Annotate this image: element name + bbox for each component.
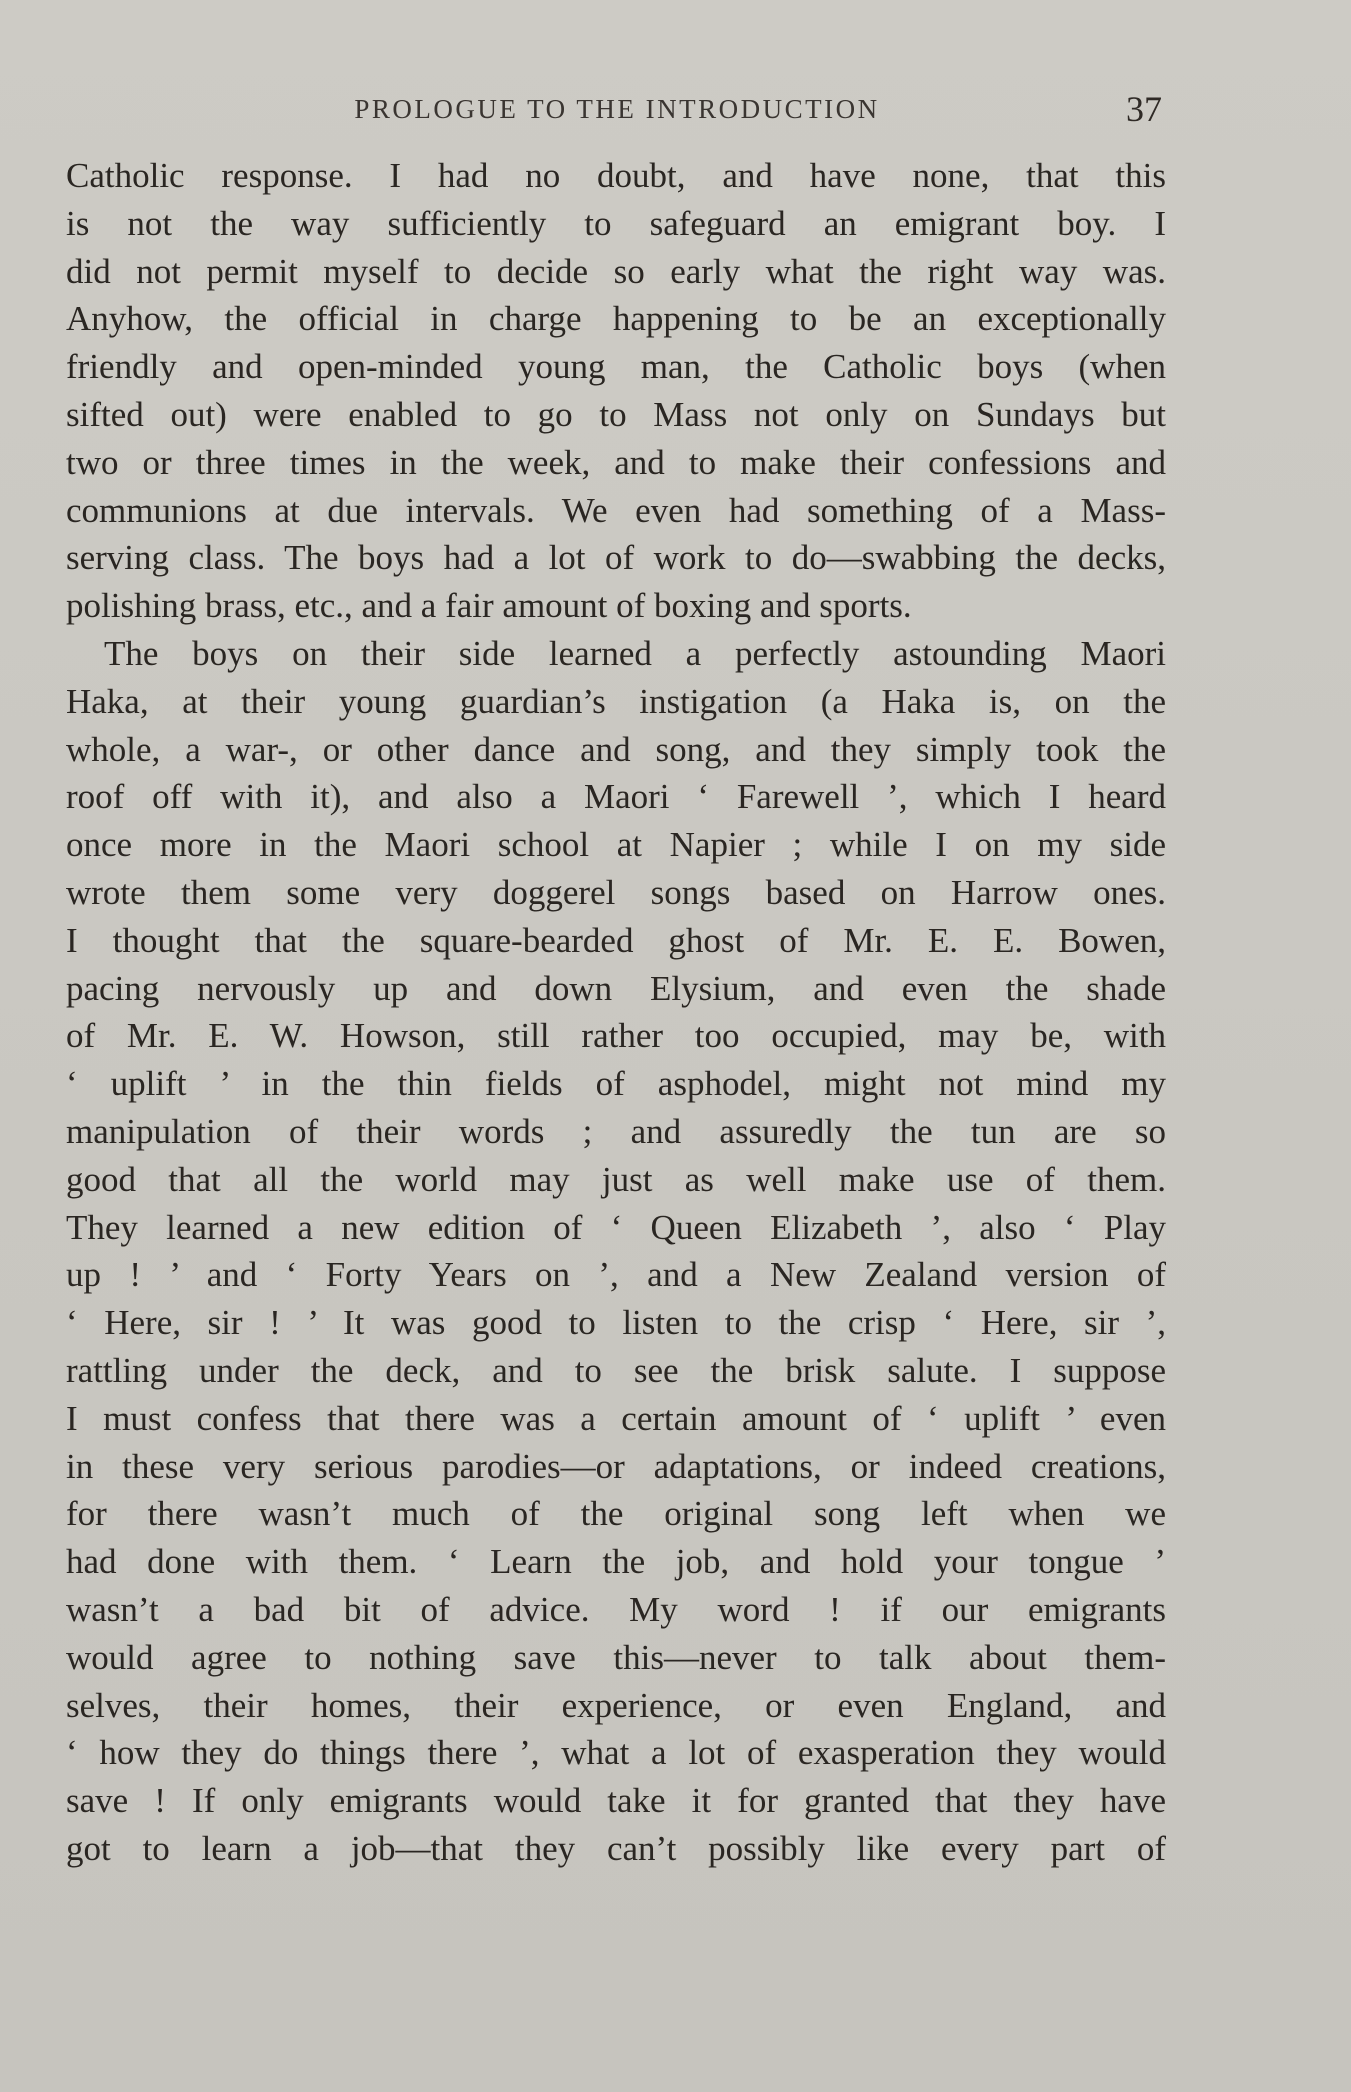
text-line: is not the way sufficiently to safeguard an emigrant boy. I	[66, 203, 1166, 243]
text-line: I thought that the square-bearded ghost of Mr. E. E. Bowen,	[66, 920, 1166, 960]
text-line: They learned a new edition of ‘ Queen Elizabeth ’, also ‘ Play	[66, 1207, 1166, 1247]
text-line: did not permit myself to decide so early what the right way was.	[66, 251, 1166, 291]
text-line: manipulation of their words ; and assuredly the tun are so	[66, 1111, 1166, 1151]
text-line: save ! If only emigrants would take it for granted that they have	[66, 1781, 1166, 1821]
paragraph-last-line: polishing brass, etc., and a fair amount of boxing and sports.	[66, 586, 912, 626]
text-line: would agree to nothing save this—never to talk about them-	[66, 1637, 1166, 1677]
text-line: roof off with it), and also a Maori ‘ Farewell ’, which I heard	[66, 777, 1166, 817]
text-line: ‘ how they do things there ’, what a lot of exasperation they would	[66, 1733, 1166, 1773]
text-line: up ! ’ and ‘ Forty Years on ’, and a New Zealand version of	[66, 1255, 1166, 1295]
text-line: ‘ Here, sir ! ’ It was good to listen to the crisp ‘ Here, sir ’,	[66, 1303, 1166, 1343]
running-head	[68, 88, 1166, 134]
text-line: selves, their homes, their experience, or even England, and	[66, 1685, 1166, 1725]
text-line: rattling under the deck, and to see the brisk salute. I suppose	[66, 1350, 1166, 1390]
text-line: of Mr. E. W. Howson, still rather too occupied, may be, with	[66, 1016, 1166, 1056]
text-line: got to learn a job—that they can’t possibly like every part of	[66, 1828, 1166, 1868]
text-line: once more in the Maori school at Napier ; while I on my side	[66, 825, 1166, 865]
text-line: pacing nervously up and down Elysium, and even the shade	[66, 968, 1166, 1008]
page-number: 37	[1126, 89, 1162, 129]
paragraph-first-line: The boys on their side learned a perfectly astounding Maori	[104, 633, 1166, 673]
text-line: two or three times in the week, and to make their confessions and	[66, 442, 1166, 482]
text-line: whole, a war-, or other dance and song, and they simply took the	[66, 729, 1166, 769]
text-line: serving class. The boys had a lot of work to do—swabbing the decks,	[66, 538, 1166, 578]
text-line: wrote them some very doggerel songs based on Harrow ones.	[66, 872, 1166, 912]
text-line: communions at due intervals. We even had something of a Mass-	[66, 490, 1166, 530]
text-line: ‘ uplift ’ in the thin fields of asphodel, might not mind my	[66, 1064, 1166, 1104]
running-title: PROLOGUE TO THE INTRODUCTION	[354, 94, 880, 124]
body-text	[66, 152, 1166, 1873]
text-line: had done with them. ‘ Learn the job, and hold your tongue ’	[66, 1542, 1166, 1582]
text-line: for there wasn’t much of the original song left when we	[66, 1494, 1166, 1534]
text-line: Catholic response. I had no doubt, and have none, that this	[66, 156, 1166, 195]
text-line: Haka, at their young guardian’s instigation (a Haka is, on the	[66, 681, 1166, 721]
text-line: friendly and open-minded young man, the Catholic boys (when	[66, 347, 1166, 387]
text-line: good that all the world may just as well make use of them.	[66, 1159, 1166, 1199]
text-line: wasn’t a bad bit of advice. My word ! if our emigrants	[66, 1589, 1166, 1629]
text-line: I must confess that there was a certain amount of ‘ uplift ’ even	[66, 1398, 1166, 1438]
text-line: in these very serious parodies—or adaptations, or indeed creations,	[66, 1446, 1166, 1486]
text-line: Anyhow, the official in charge happening to be an exceptionally	[66, 299, 1166, 339]
text-line: sifted out) were enabled to go to Mass not only on Sundays but	[66, 394, 1166, 434]
